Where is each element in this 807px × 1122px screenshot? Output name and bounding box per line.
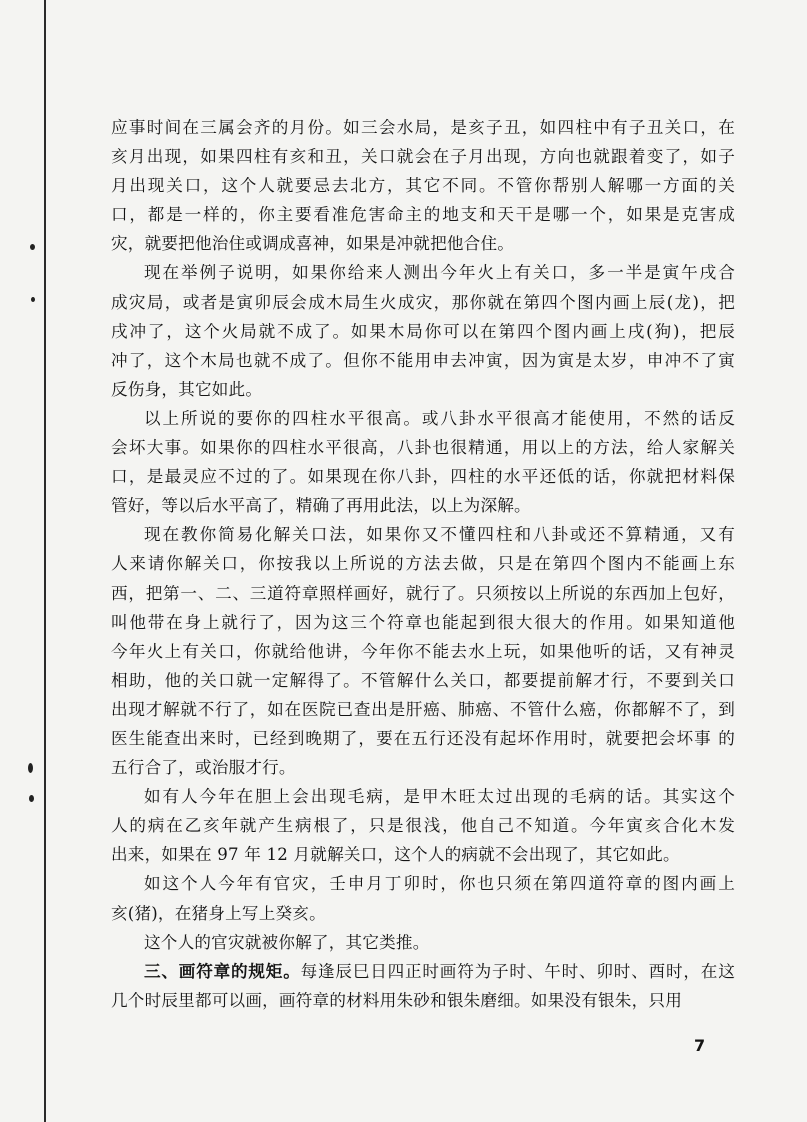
text-line: 人来请你解关口，你按我以上所说的方法去做，只是在第四个图内不能画上东	[111, 554, 735, 574]
text-line: 人的病在乙亥年就产生病根了，只是很浅，他自己不知道。今年寅亥合化木发	[111, 816, 735, 836]
body-text	[111, 113, 735, 1015]
scan-speck	[31, 297, 35, 302]
text-line: 月出现关口，这个人就要忌去北方，其它不同。不管你帮别人解哪一方面的关	[111, 176, 735, 196]
text-line: 出现才解就不行了，如在医院已查出是肝癌、肺癌、不管什么癌，你都解不了，到	[111, 699, 735, 719]
text-line: 应事时间在三属会齐的月份。如三会水局，是亥子丑，如四柱中有子丑关口，在	[111, 118, 735, 137]
text-line: 亥月出现，如果四柱有亥和丑，关口就会在子月出现，方向也就跟着变了，如子	[111, 147, 735, 167]
text-line: 口，都是一样的，你主要看准危害命主的地支和天干是哪一个，如果是克害成	[111, 205, 735, 225]
binding-edge-line	[44, 0, 46, 1122]
text-line: 几个时辰里都可以画，画符章的材料用朱砂和银朱磨细。如果没有银朱，只用	[111, 990, 682, 1010]
page-number: 7	[694, 1036, 706, 1055]
text-line: 口，是最灵应不过的了。如果现在你八卦，四柱的水平还低的话，你就把材料保	[111, 467, 735, 487]
text-line: 会坏大事。如果你的四柱水平很高，八卦也很精通，用以上的方法，给人家解关	[111, 438, 735, 458]
text-line: 西，把第一、二、三道符章照样画好，就行了。只须按以上所说的东西加上包好，	[111, 583, 735, 603]
text-line: 这个人的官灾就被你解了，其它类推。	[144, 932, 430, 952]
text-line: 冲了，这个木局也就不成了。但你不能用申去冲寅，因为寅是太岁，申冲不了寅	[111, 350, 735, 370]
text-line: 如有人今年在胆上会出现毛病，是甲木旺太过出现的毛病的话。其实这个	[144, 787, 735, 807]
scan-speck	[30, 244, 35, 250]
text-line: 反伤身，其它如此。	[111, 379, 263, 399]
text-line	[111, 957, 735, 986]
text-line: 五行合了，或治服才行。	[111, 758, 296, 778]
text-line: 如这个人今年有官灾，壬申月丁卯时，你也只须在第四道符章的图内画上	[144, 874, 735, 894]
text-line: 戌冲了，这个火局就不成了。如果木局你可以在第四个图内画上戌(狗)，把辰	[111, 321, 735, 341]
text-line: 医生能查出来时，已经到晚期了，要在五行还没有起坏作用时，就要把会坏事 的	[111, 728, 735, 748]
scan-speck	[28, 763, 33, 773]
section-heading: 三、画符章的规矩。	[144, 960, 301, 981]
text-line: 现在教你简易化解关口法，如果你又不懂四柱和八卦或还不算精通，又有	[144, 525, 735, 545]
text-line: 叫他带在身上就行了，因为这三个符章也能起到很大很大的作用。如果知道他	[111, 612, 735, 632]
text-line: 今年火上有关口，你就给他讲，今年你不能去水上玩，如果他听的话，又有神灵	[111, 641, 735, 661]
scan-speck	[29, 795, 34, 802]
text-line: 出来，如果在 97 年 12 月就解关口，这个人的病就不会出现了，其它如此。	[111, 845, 680, 865]
text-line: 亥(猪)，在猪身上写上癸亥。	[111, 903, 326, 923]
text-line: 成灾局，或者是寅卯辰会成木局生火成灾，那你就在第四个图内画上辰(龙)，把	[111, 292, 735, 312]
text-line: 管好，等以后水平高了，精确了再用此法，以上为深解。	[111, 496, 531, 516]
text-line: 相助，他的关口就一定解得了。不管解什么关口，都要提前解才行，不要到关口	[111, 670, 735, 690]
text-line: 以上所说的要你的四柱水平很高。或八卦水平很高才能使用，不然的话反	[144, 408, 735, 428]
text-line-content: 每逢辰巳日四正时画符为子时、午时、卯时、酉时，在这	[300, 961, 735, 981]
text-line: 现在举例子说明，如果你给来人测出今年火上有关口，多一半是寅午戌合	[144, 263, 735, 283]
text-line: 灾，就要把他治住或调成喜神，如果是冲就把他合住。	[111, 234, 515, 254]
